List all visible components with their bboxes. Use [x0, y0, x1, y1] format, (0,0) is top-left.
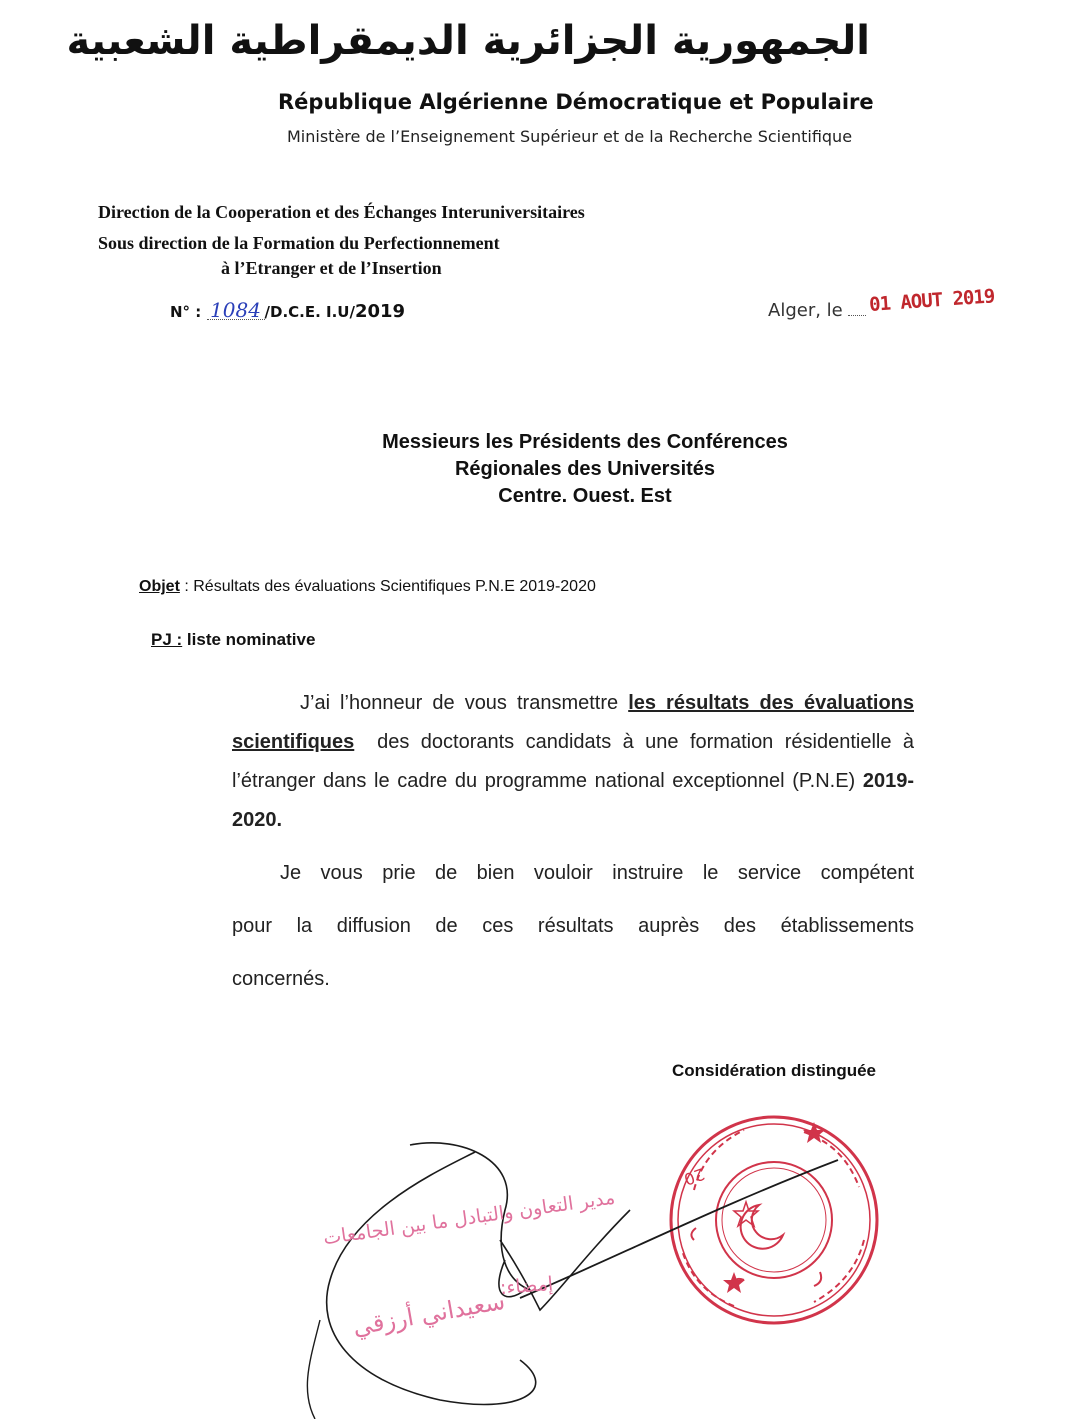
reference-number	[170, 298, 406, 322]
direction-line-1: Direction de la Cooperation et des Échanges Interuniversitaires	[98, 202, 585, 222]
date-dotted-line	[848, 315, 866, 316]
republic-title: République Algérienne Démocratique et Populaire	[278, 90, 874, 114]
p1-year: 2019-2020.	[232, 770, 915, 831]
body-paragraph-1	[232, 684, 914, 840]
addressee-line-1: Messieurs les Présidents des Conférences	[382, 431, 788, 453]
body-p2-line-2: pour la diffusion de ces résultats auprès des établissements	[232, 915, 914, 937]
handwritten-number: 1084	[207, 301, 265, 320]
signatory-sign-label-arabic: إمضاء:	[499, 1272, 554, 1300]
subject-line	[139, 578, 596, 596]
closing-formula: Considération distinguée	[672, 1061, 877, 1080]
direction-line-2: Sous direction de la Formation du Perfectionnement	[98, 233, 500, 253]
subject-text: : Résultats des évaluations Scientifiques P.N.E 2019-2020	[184, 578, 596, 595]
place-date	[768, 300, 866, 321]
svg-text:20: 20	[681, 1164, 708, 1190]
body-p2-line-3: concernés.	[232, 968, 330, 990]
handwritten-signature	[290, 1130, 850, 1419]
attachment-text: liste nominative	[186, 630, 316, 649]
direction-line-3: à l’Etranger et de l’Insertion	[221, 258, 442, 278]
place-label: Alger, le	[768, 300, 843, 321]
ministry-name: Ministère de l’Enseignement Supérieur et de la Recherche Scientifique	[287, 127, 853, 146]
signatory-title-arabic: مدير التعاون والتبادل ما بين الجامعات	[321, 1186, 617, 1250]
p1-rest: des doctorants candidats à une formation résidentielle à l’étranger dans le cadre du programme national exceptionnel (P.N.E)	[232, 731, 914, 792]
addressee-line-3: Centre. Ouest. Est	[498, 485, 672, 507]
body-p2-line-1: Je vous prie de bien vouloir instruire le service compétent	[280, 862, 914, 884]
signatory-name-arabic: سعيداني أرزقي	[350, 1286, 508, 1342]
attachment-line	[151, 630, 315, 650]
p1-emphasis: les résultats des évaluations scientifiques	[232, 692, 915, 753]
attachment-label: PJ :	[151, 630, 183, 649]
p1-intro: J’ai l’honneur de vous transmettre	[300, 692, 619, 714]
reference-prefix: N° :	[170, 303, 202, 321]
reference-year: 2019	[354, 301, 406, 322]
arabic-republic-title: الجمهورية الجزائرية الديمقراطية الشعبية	[66, 18, 870, 64]
reference-suffix: /D.C.E. I.U/	[264, 303, 355, 321]
addressee-line-2: Régionales des Universités	[454, 458, 716, 480]
subject-label: Objet	[139, 578, 180, 595]
date-stamp: 01 AOUT 2019	[868, 285, 995, 316]
